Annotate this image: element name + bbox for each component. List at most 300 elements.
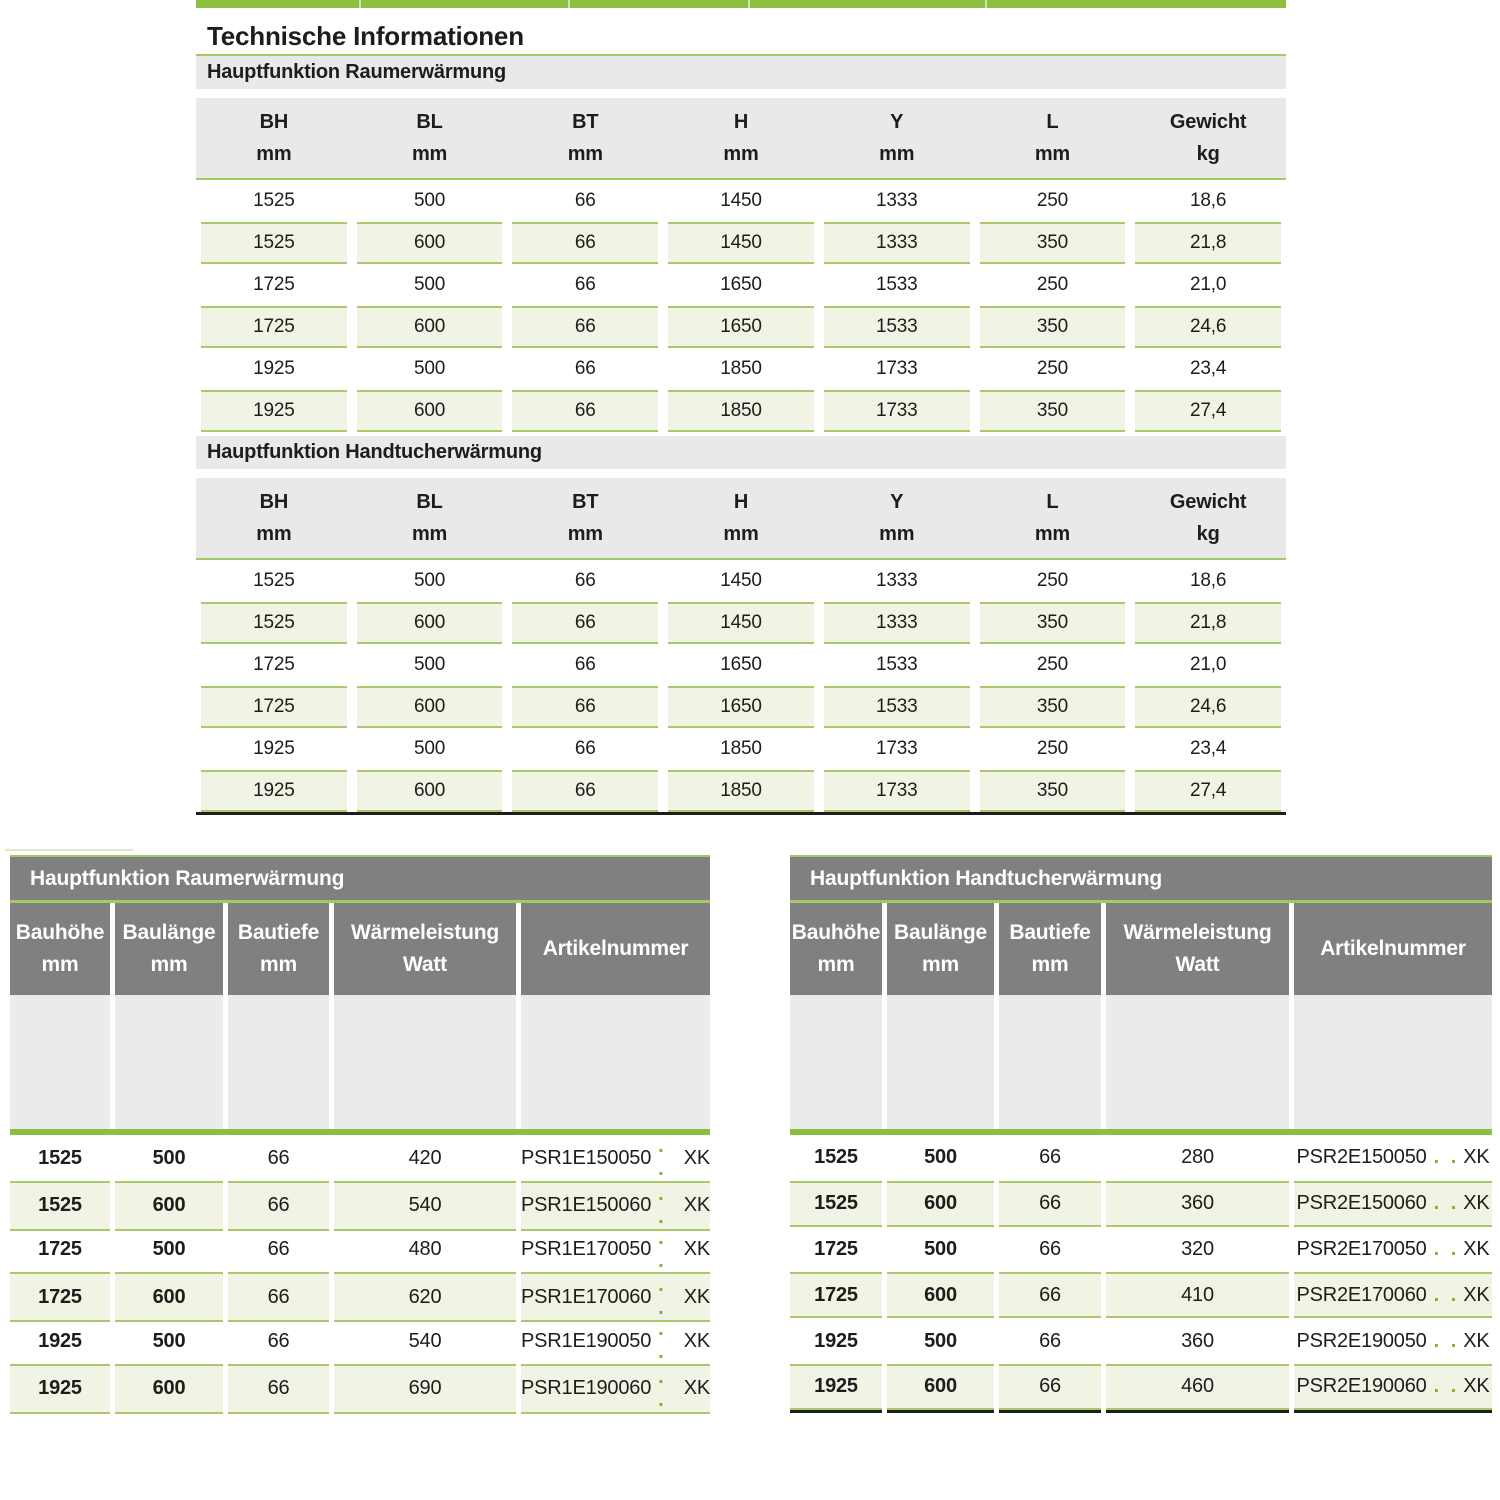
table-cell: 1925 [253,738,295,759]
waermeleistung-cell: 280 [1181,1146,1214,1169]
table-row [10,1227,710,1273]
table-cell: 1525 [253,570,295,591]
table-cell: 23,4 [1190,358,1227,379]
waermeleistung-cell: 360 [1181,1329,1214,1352]
column-header [1294,903,1492,995]
empty-cell [1294,995,1492,1129]
bautiefe-cell: 66 [267,1329,290,1352]
table-cell: 18,6 [1190,570,1227,591]
table-cell: 1925 [201,390,347,432]
table-cell: 1733 [824,390,970,432]
column-header [975,111,1131,166]
product-table-empty-row [10,995,710,1129]
artikelnummer-suffix: XK [1463,1283,1490,1306]
column-unit: mm [1031,953,1069,976]
dimensions-table-handtucherwaermung [196,436,1286,815]
table-cell: 18,6 [1190,190,1227,211]
table-row [196,180,1286,222]
column-label: BT [572,490,599,513]
column-header [228,903,329,995]
table-cell: 1650 [668,306,814,348]
table-cell: 24,6 [1135,306,1281,348]
table-cell: 1650 [668,686,814,728]
waermeleistung-cell: 690 [334,1364,516,1414]
table-cell: 1650 [720,274,762,295]
column-label: Y [890,110,904,133]
column-unit: mm [723,142,759,165]
artikelnummer-cell [521,1135,710,1181]
product-table-raumerwaermung [10,845,710,1410]
baulaenge-cell: 600 [115,1364,223,1414]
table-row [10,1272,710,1318]
column-unit: Watt [403,953,447,976]
table-cell: 23,4 [1190,738,1227,759]
table-cell: 1725 [253,274,295,295]
table-cell: 66 [512,390,658,432]
table-cell: 21,0 [1190,274,1227,295]
accent-bar-separator [359,0,361,8]
waermeleistung-cell: 540 [408,1329,442,1352]
bauhoehe-cell: 1725 [10,1272,110,1322]
artikelnummer-code: PSR2E170060 [1296,1283,1427,1306]
table-cell: 600 [357,686,503,728]
column-unit: kg [1196,522,1220,545]
table-row [196,728,1286,770]
table-row [10,1135,710,1181]
table-row [790,1227,1492,1273]
table-header-row [196,98,1286,178]
column-header [196,491,352,546]
column-label: Baulänge [894,921,987,944]
column-label: Gewicht [1169,490,1247,513]
table-cell: 600 [357,770,503,812]
product-table-handtucherwaermung [790,845,1492,1413]
table-row [790,1181,1492,1227]
table-title-band [196,436,1286,469]
table-cell: 350 [980,390,1126,432]
column-header [999,903,1101,995]
artikelnummer-cell [521,1272,710,1322]
artikelnummer-dots: . . [1433,1283,1460,1306]
border-cell [1106,1410,1289,1413]
waermeleistung-cell: 410 [1106,1272,1289,1318]
table-cell: 1850 [668,390,814,432]
artikelnummer-cell [1294,1272,1492,1318]
baulaenge-cell: 500 [152,1238,186,1261]
column-label: Bautiefe [237,921,320,944]
border-cell [887,1410,994,1413]
section-bottom-border [196,812,1286,815]
column-unit: mm [411,522,448,545]
column-unit: kg [1196,142,1220,165]
artikelnummer-suffix: XK [1463,1146,1490,1169]
table-cell: 1850 [720,358,762,379]
column-label: BH [259,110,289,133]
table-cell: 24,6 [1135,686,1281,728]
bautiefe-cell: 66 [267,1146,290,1169]
artikelnummer-cell [521,1364,710,1414]
column-unit: mm [150,953,188,976]
baulaenge-cell: 500 [924,1329,957,1352]
table-cell: 600 [357,306,503,348]
border-cell [1294,1410,1492,1413]
empty-cell [887,995,994,1129]
table-row [196,306,1286,348]
table-cell: 250 [1036,190,1068,211]
accent-bar-separator [748,0,750,8]
column-unit: mm [1034,522,1070,545]
column-label: BT [572,110,599,133]
baulaenge-cell: 500 [152,1146,186,1169]
table-cell: 1450 [720,190,762,211]
column-label: Bautiefe [1009,921,1091,944]
column-unit: mm [723,522,759,545]
table-cell: 1850 [720,738,762,759]
artikelnummer-code: PSR2E190050 [1296,1329,1427,1352]
artikelnummer-suffix: XK [1463,1237,1490,1260]
artikelnummer-suffix: XK [1463,1375,1490,1398]
column-label: Bauhöhe [15,921,105,944]
table-cell: 250 [1036,358,1068,379]
table-row [196,390,1286,432]
artikelnummer-dots: . . [658,1365,667,1411]
empty-cell [521,995,710,1129]
table-header-row [196,478,1286,558]
table-cell: 1333 [875,570,918,591]
table-row [196,686,1286,728]
column-header [819,491,975,546]
empty-cell [10,995,110,1129]
column-unit: mm [922,953,959,976]
table-cell: 600 [357,222,503,264]
artikelnummer-dots: . . [658,1226,667,1272]
artikelnummer-suffix: XK [683,1377,710,1400]
artikelnummer-cell [521,1181,710,1231]
table-cell: 1533 [875,274,918,295]
bauhoehe-cell: 1525 [814,1146,858,1169]
table-cell: 1450 [720,570,762,591]
table-cell: 350 [980,686,1126,728]
table-row [790,1272,1492,1318]
table-row [790,1364,1492,1410]
baulaenge-cell: 500 [924,1146,957,1169]
column-unit: mm [567,522,603,545]
artikelnummer-suffix: XK [1463,1329,1490,1352]
column-unit: mm [567,142,603,165]
column-label: Y [890,490,904,513]
table-cell: 350 [980,222,1126,264]
column-unit: mm [1034,142,1070,165]
column-header [790,903,882,995]
column-unit: mm [817,953,855,976]
bautiefe-cell: 66 [999,1272,1101,1318]
bautiefe-cell: 66 [1039,1329,1061,1352]
product-table-body [10,1135,710,1410]
table-cell: 1450 [668,602,814,644]
bautiefe-cell: 66 [267,1238,290,1261]
table-cell: 500 [414,358,446,379]
table-cell: 1733 [875,358,918,379]
table-cell: 1725 [253,654,295,675]
table-row [196,560,1286,602]
bautiefe-cell: 66 [1039,1146,1061,1169]
baulaenge-cell: 500 [152,1329,186,1352]
bauhoehe-cell: 1525 [10,1181,110,1231]
artikelnummer-cell [1294,1227,1492,1273]
artikelnummer-dots: . . [658,1182,667,1228]
column-header [819,111,975,166]
table-cell: 1850 [668,770,814,812]
artikelnummer-code: PSR2E150050 [1296,1146,1427,1169]
table-cell: 66 [512,686,658,728]
border-cell [999,1410,1101,1413]
artikelnummer-dots: . . [1433,1375,1460,1398]
table-cell: 1333 [875,190,918,211]
table-cell: 1650 [720,654,762,675]
column-unit: mm [256,142,292,165]
artikelnummer-code: PSR1E170050 [521,1238,652,1261]
column-header [334,903,516,995]
column-label: Artikelnummer [1320,937,1466,960]
table-bottom-border [790,1410,1492,1413]
page-title: Technische Informationen [207,21,524,51]
bauhoehe-cell: 1725 [38,1238,82,1261]
table-cell: 1333 [824,222,970,264]
bauhoehe-cell: 1725 [814,1237,858,1260]
product-table-title-band [10,857,710,900]
table-cell: 1733 [824,770,970,812]
table-cell: 250 [1036,654,1068,675]
table-cell: 27,4 [1135,390,1281,432]
table-row [196,644,1286,686]
column-label: BH [259,490,289,513]
table-cell: 500 [414,654,446,675]
table-title-band [196,56,1286,89]
product-table-body [790,1135,1492,1410]
product-table-empty-row [790,995,1492,1129]
table-cell: 250 [1036,274,1068,295]
table-row [10,1318,710,1364]
waermeleistung-cell: 540 [334,1181,516,1231]
table-row [10,1181,710,1227]
artikelnummer-cell [521,1318,710,1364]
table-row [196,264,1286,306]
product-table-title: Hauptfunktion Raumerwärmung [30,867,345,890]
bauhoehe-cell: 1925 [38,1329,82,1352]
artikelnummer-code: PSR1E190060 [521,1377,652,1400]
column-label: H [733,110,749,133]
table-cell: 66 [574,654,596,675]
baulaenge-cell: 600 [115,1272,223,1322]
artikelnummer-cell [1294,1135,1492,1181]
bauhoehe-cell: 1925 [814,1329,858,1352]
table-body [196,560,1286,812]
top-accent-bar [196,0,1286,8]
bauhoehe-cell: 1725 [790,1272,882,1318]
artikelnummer-code: PSR2E190060 [1296,1375,1427,1398]
accent-bar-separator [568,0,570,8]
table-cell: 21,8 [1135,222,1281,264]
accent-bar-separator [985,0,987,8]
table-cell: 1533 [824,306,970,348]
table-row [10,1364,710,1410]
table-cell: 1525 [201,222,347,264]
table-cell: 66 [512,770,658,812]
column-header [521,903,710,995]
artikelnummer-dots: . . [658,1318,667,1364]
column-unit: mm [879,142,915,165]
table-cell: 66 [574,358,596,379]
table-cell: 250 [1036,738,1068,759]
table-cell: 1533 [875,654,918,675]
bauhoehe-cell: 1525 [790,1181,882,1227]
table-cell: 350 [980,602,1126,644]
table-title: Hauptfunktion Handtucherwärmung [207,441,542,463]
artikelnummer-suffix: XK [1463,1192,1490,1215]
column-header [196,111,352,166]
column-unit: mm [41,953,79,976]
table-cell: 600 [357,390,503,432]
column-label: BL [416,110,443,133]
baulaenge-cell: 600 [887,1181,994,1227]
table-cell: 66 [574,190,596,211]
artikelnummer-cell [1294,1318,1492,1364]
column-header [507,111,663,166]
table-cell: 66 [512,222,658,264]
waermeleistung-cell: 480 [408,1238,442,1261]
artikelnummer-code: PSR1E150060 [521,1194,652,1217]
bautiefe-cell: 66 [228,1364,329,1414]
artikelnummer-suffix: XK [683,1238,710,1261]
table-cell: 1925 [253,358,295,379]
baulaenge-cell: 600 [115,1181,223,1231]
table-row [790,1135,1492,1181]
table-cell: 1733 [875,738,918,759]
waermeleistung-cell: 620 [334,1272,516,1322]
column-label: Wärmeleistung [351,921,499,944]
artikelnummer-cell [1294,1181,1492,1227]
artikelnummer-suffix: XK [683,1194,710,1217]
technical-info-section [196,0,1286,815]
table-cell: 250 [1036,570,1068,591]
column-header [10,903,110,995]
table-cell: 66 [574,274,596,295]
column-header [1106,903,1289,995]
artikelnummer-dots: . . [1433,1146,1460,1169]
dimensions-table-raumerwaermung [196,54,1286,432]
column-label: H [733,490,749,513]
bautiefe-cell: 66 [999,1364,1101,1410]
baulaenge-cell: 500 [924,1237,957,1260]
product-table-header-row [10,903,710,995]
empty-cell [228,995,329,1129]
column-unit: mm [256,522,292,545]
waermeleistung-cell: 360 [1106,1181,1289,1227]
bauhoehe-cell: 1925 [10,1364,110,1414]
table-cell: 66 [574,738,596,759]
waermeleistung-cell: 320 [1181,1237,1214,1260]
column-header [1130,491,1286,546]
column-label: L [1046,110,1059,133]
column-header [352,491,508,546]
baulaenge-cell: 600 [887,1364,994,1410]
column-label: Bauhöhe [791,921,881,944]
column-label: Gewicht [1169,110,1247,133]
column-header [887,903,994,995]
table-row [196,348,1286,390]
table-cell: 21,8 [1135,602,1281,644]
bautiefe-cell: 66 [1039,1237,1061,1260]
waermeleistung-cell: 460 [1106,1364,1289,1410]
table-row [196,222,1286,264]
table-cell: 66 [512,306,658,348]
column-label: Baulänge [122,921,216,944]
table-cell: 1725 [201,306,347,348]
table-cell: 1525 [253,190,295,211]
column-unit: Watt [1175,953,1220,976]
table-cell: 500 [414,190,446,211]
artikelnummer-code: PSR1E150050 [521,1146,652,1169]
empty-cell [334,995,516,1129]
bautiefe-cell: 66 [228,1181,329,1231]
column-header [1130,111,1286,166]
waermeleistung-cell: 420 [408,1146,442,1169]
table-cell: 27,4 [1135,770,1281,812]
artikelnummer-suffix: XK [683,1285,710,1308]
table-cell: 1725 [201,686,347,728]
column-label: Wärmeleistung [1123,921,1272,944]
artikelnummer-dots: . . [1433,1192,1460,1215]
column-header [352,111,508,166]
artikelnummer-code: PSR1E190050 [521,1329,652,1352]
artikelnummer-dots: . . [658,1135,667,1180]
column-unit: mm [411,142,448,165]
bautiefe-cell: 66 [228,1272,329,1322]
table-cell: 500 [414,274,446,295]
column-header [663,111,819,166]
artikelnummer-suffix: XK [683,1146,710,1169]
column-label: Artikelnummer [542,937,689,960]
table-cell: 1333 [824,602,970,644]
empty-cell [115,995,223,1129]
empty-cell [999,995,1101,1129]
artikelnummer-dots: . . [658,1274,667,1320]
artikelnummer-suffix: XK [683,1329,710,1352]
artikelnummer-dots: . . [1433,1329,1460,1352]
artikelnummer-cell [1294,1364,1492,1410]
table-cell: 21,0 [1190,654,1227,675]
artikelnummer-cell [521,1227,710,1273]
column-header [507,491,663,546]
empty-cell [790,995,882,1129]
table-cell: 1450 [668,222,814,264]
column-header [663,491,819,546]
product-table-header-row [790,903,1492,995]
table-cell: 350 [980,770,1126,812]
bauhoehe-cell: 1525 [38,1146,82,1169]
table-body [196,180,1286,432]
table-cell: 600 [357,602,503,644]
table-row [790,1318,1492,1364]
column-unit: mm [879,522,915,545]
border-cell [790,1410,882,1413]
column-header [115,903,223,995]
bauhoehe-cell: 1925 [790,1364,882,1410]
table-cell: 66 [574,570,596,591]
table-cell: 1525 [201,602,347,644]
artikelnummer-code: PSR1E170060 [521,1285,652,1308]
column-header [975,491,1131,546]
